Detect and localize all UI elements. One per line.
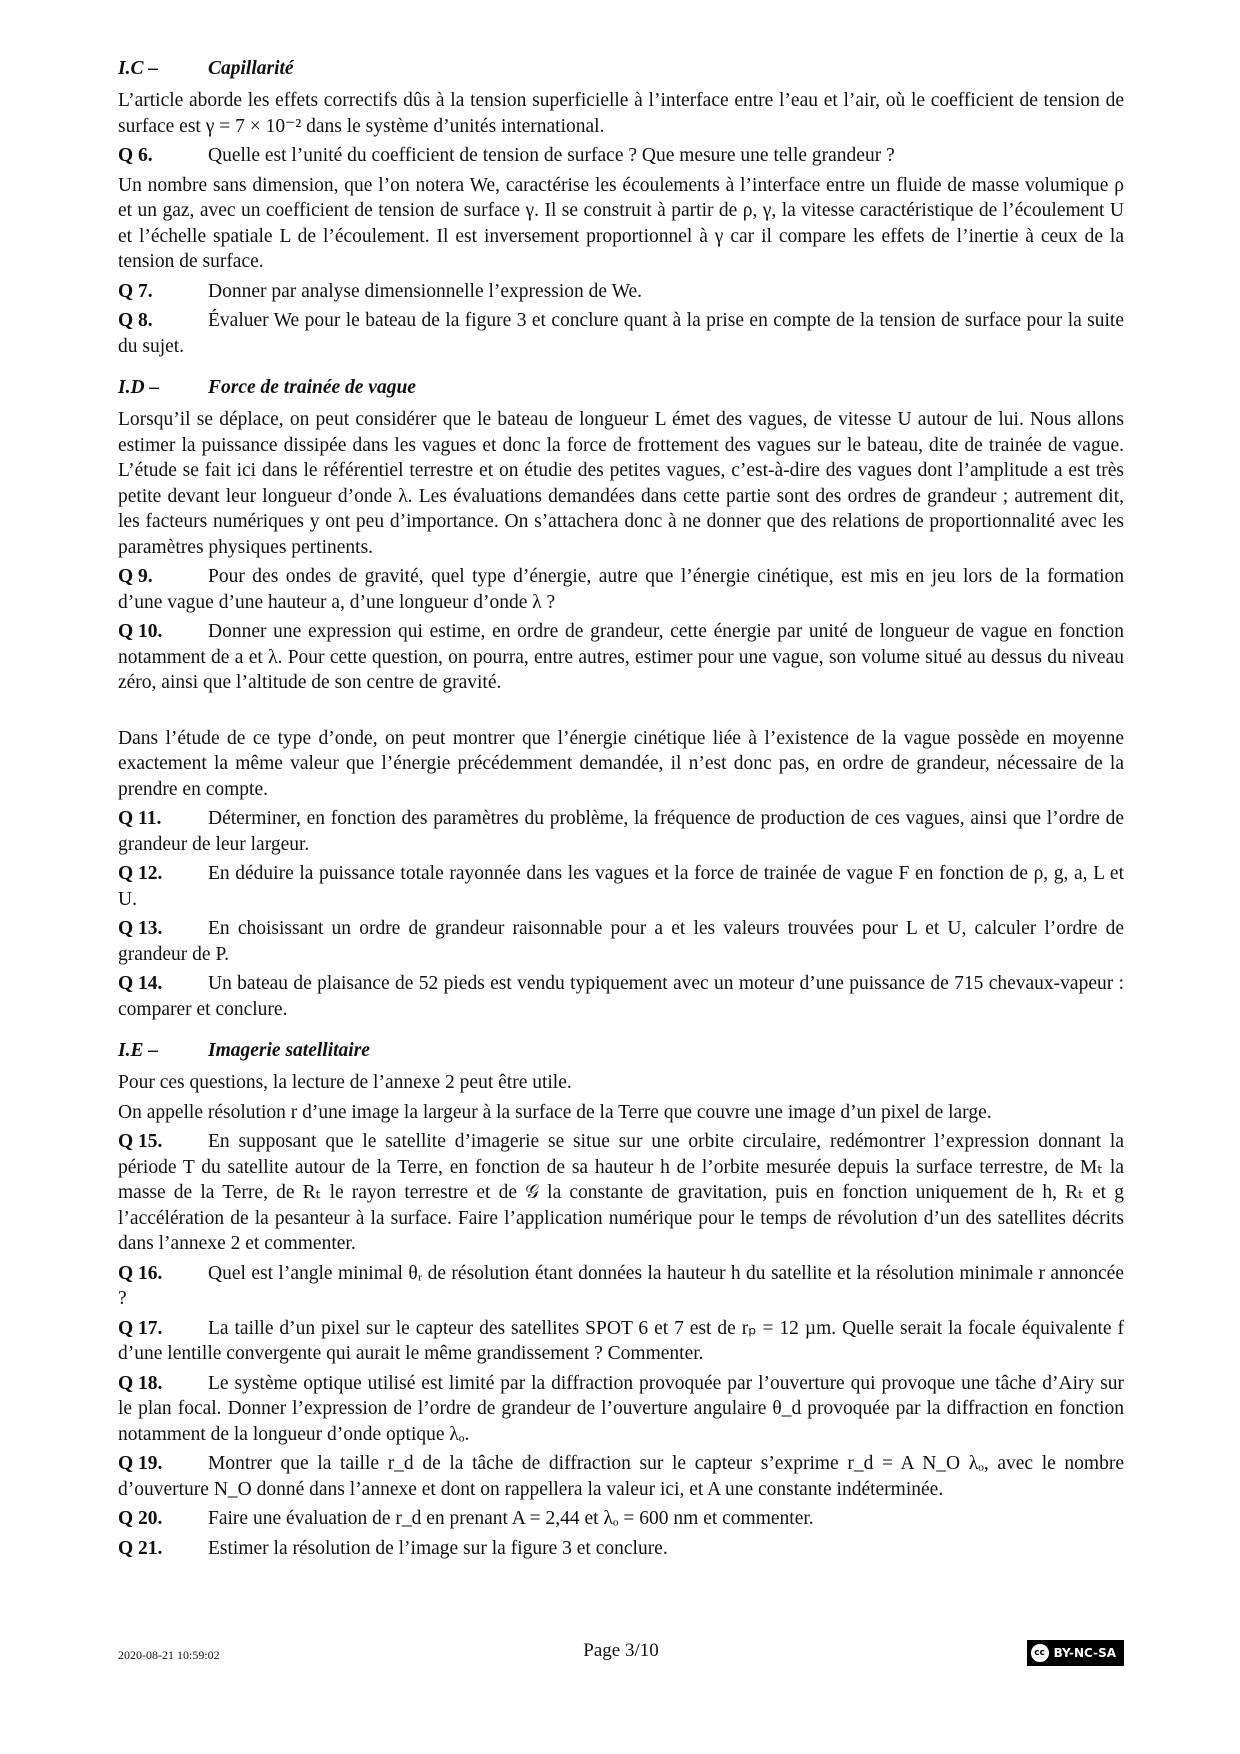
question-9: Q 9. Pour des ondes de gravité, quel type d’énergie, autre que l’énergie cinétique, est mis en jeu lors de la formation d’une vague d’une hauteur a, d’une longueur d’onde λ ? [118, 566, 1124, 613]
question-20: Q 20. Faire une évaluation de r_d en prenant A = 2,44 et λₒ = 600 nm et commenter. [118, 1508, 814, 1529]
question-18: Q 18. Le système optique utilisé est limité par la diffraction provoquée par l’ouverture qui provoque une tâche d’Airy sur le plan focal. Donner l’expression de l’ordre de grandeur de l’ouverture angulaire θ_d provoquée par la diffraction en fonction notamment de la longueur d’onde optique λₒ. [118, 1372, 1124, 1445]
question-21: Q 21. Estimer la résolution de l’image sur la figure 3 et conclure. [118, 1537, 668, 1559]
paragraph: Un nombre sans dimension, que l’on notera We, caractérise les écoulements à l’interface entre un fluide de masse volumique ρ et un gaz, avec un coefficient de tension de surface γ. Il se construit à partir de ρ, γ, la vitesse caractéristique de l’écoulement U et l’échelle spatiale L de l’écoulement. Il est inversement proportionnel à γ car il compare les effets de l’inertie à ceux de la tension de surface. [118, 174, 1124, 272]
question-11: Q 11. Déterminer, en fonction des paramètres du problème, la fréquence de production de ces vagues, ainsi que l’ordre de grandeur de leur largeur. [118, 808, 1124, 855]
question-8: Q 8. Évaluer We pour le bateau de la figure 3 et conclure quant à la prise en compte de la tension de surface pour la suite du sujet. [118, 310, 1124, 357]
creative-commons-icon: cc [1031, 1644, 1049, 1662]
question-15: Q 15. En supposant que le satellite d’imagerie se situe sur une orbite circulaire, redémontrer l’expression donnant la période T du satellite autour de la Terre, en fonction de sa hauteur h de l’orbite mesurée depuis la surface terrestre, de Mₜ la masse de la Terre, de Rₜ le rayon terrestre et de 𝒢 la constante de gravitation, puis en fonction uniquement de h, Rₜ et g l’accélération de la pesanteur à la surface. Faire l’application numérique pour le temps de révolution d’un des satellites décrits dans l’annexe 2 et commenter. [118, 1131, 1124, 1254]
page-number: Page 3/10 [583, 1640, 659, 1661]
section-title-capillarite: I.C – Capillarité [118, 58, 294, 79]
question-7: Q 7. Donner par analyse dimensionnelle l’expression de We. [118, 280, 642, 302]
question-12: Q 12. En déduire la puissance totale rayonnée dans les vagues et la force de trainée de vague F en fonction de ρ, g, a, L et U. [118, 863, 1124, 910]
paragraph: Pour ces questions, la lecture de l’annexe 2 peut être utile. [118, 1072, 572, 1093]
page-footer [118, 1640, 1124, 1670]
paragraph: Lorsqu’il se déplace, on peut considérer que le bateau de longueur L émet des vagues, de vitesse U autour de lui. Nous allons estimer la puissance dissipée dans les vagues et donc la force de frottement des vagues sur le bateau, dite de trainée de vague. L’étude se fait ici dans le référentiel terrestre et on étudie des petites vagues, c’est-à-dire des vagues dont l’amplitude a est très petite devant leur longueur d’onde λ. Les évaluations demandées dans cette partie sont des ordres de grandeur ; autrement dit, les facteurs numériques y ont peu d’importance. On s’attachera donc à ne donner que des relations de proportionnalité avec les paramètres physiques pertinents. [118, 409, 1124, 558]
section-title-imagerie: I.E – Imagerie satellitaire [118, 1040, 370, 1061]
paragraph: Dans l’étude de ce type d’onde, on peut montrer que l’énergie cinétique liée à l’existence de la vague possède en moyenne exactement la même valeur que l’énergie précédemment demandée, il n’est donc pas, en ordre de grandeur, nécessaire de la prendre en compte. [118, 727, 1124, 800]
license-badge: cc BY-NC-SA [1027, 1640, 1124, 1666]
question-16: Q 16. Quel est l’angle minimal θᵣ de résolution étant données la hauteur h du satellite et la résolution minimale r annoncée ? [118, 1262, 1124, 1309]
paragraph: L’article aborde les effets correctifs dûs à la tension superficielle à l’interface entre l’eau et l’air, où le coefficient de tension de surface est γ = 7 × 10⁻² dans le système d’unités international. [118, 90, 1124, 137]
question-6: Q 6. Quelle est l’unité du coefficient de tension de surface ? Que mesure une telle grandeur ? [118, 145, 895, 166]
timestamp: 2020-08-21 10:59:02 [118, 1648, 220, 1662]
question-10: Q 10. Donner une expression qui estime, en ordre de grandeur, cette énergie par unité de longueur de vague en fonction notamment de a et λ. Pour cette question, on pourra, entre autres, estimer pour une vague, son volume situé au dessus du niveau zéro, ainsi que l’altitude de son centre de gravité. [118, 621, 1124, 693]
question-13: Q 13. En choisissant un ordre de grandeur raisonnable pour a et les valeurs trouvées pour L et U, calculer l’ordre de grandeur de P. [118, 918, 1124, 965]
question-19: Q 19. Montrer que la taille r_d de la tâche de diffraction sur le capteur s’exprime r_d = A N_O λₒ, avec le nombre d’ouverture N_O donné dans l’annexe et dont on rappellera la valeur ici, et A une constante indéterminée. [118, 1453, 1124, 1500]
question-14: Q 14. Un bateau de plaisance de 52 pieds est vendu typiquement avec un moteur d’une puissance de 715 chevaux-vapeur : comparer et conclure. [118, 973, 1124, 1020]
page-content [118, 56, 1124, 1565]
paragraph: On appelle résolution r d’une image la largeur à la surface de la Terre que couvre une image d’un pixel de large. [118, 1101, 992, 1123]
section-title-trainee: I.D – Force de trainée de vague [118, 377, 416, 398]
question-17: Q 17. La taille d’un pixel sur le capteur des satellites SPOT 6 et 7 est de rₚ = 12 µm. Quelle serait la focale équivalente f d’une lentille convergente qui aurait le même grandissement ? Commenter. [118, 1317, 1124, 1364]
